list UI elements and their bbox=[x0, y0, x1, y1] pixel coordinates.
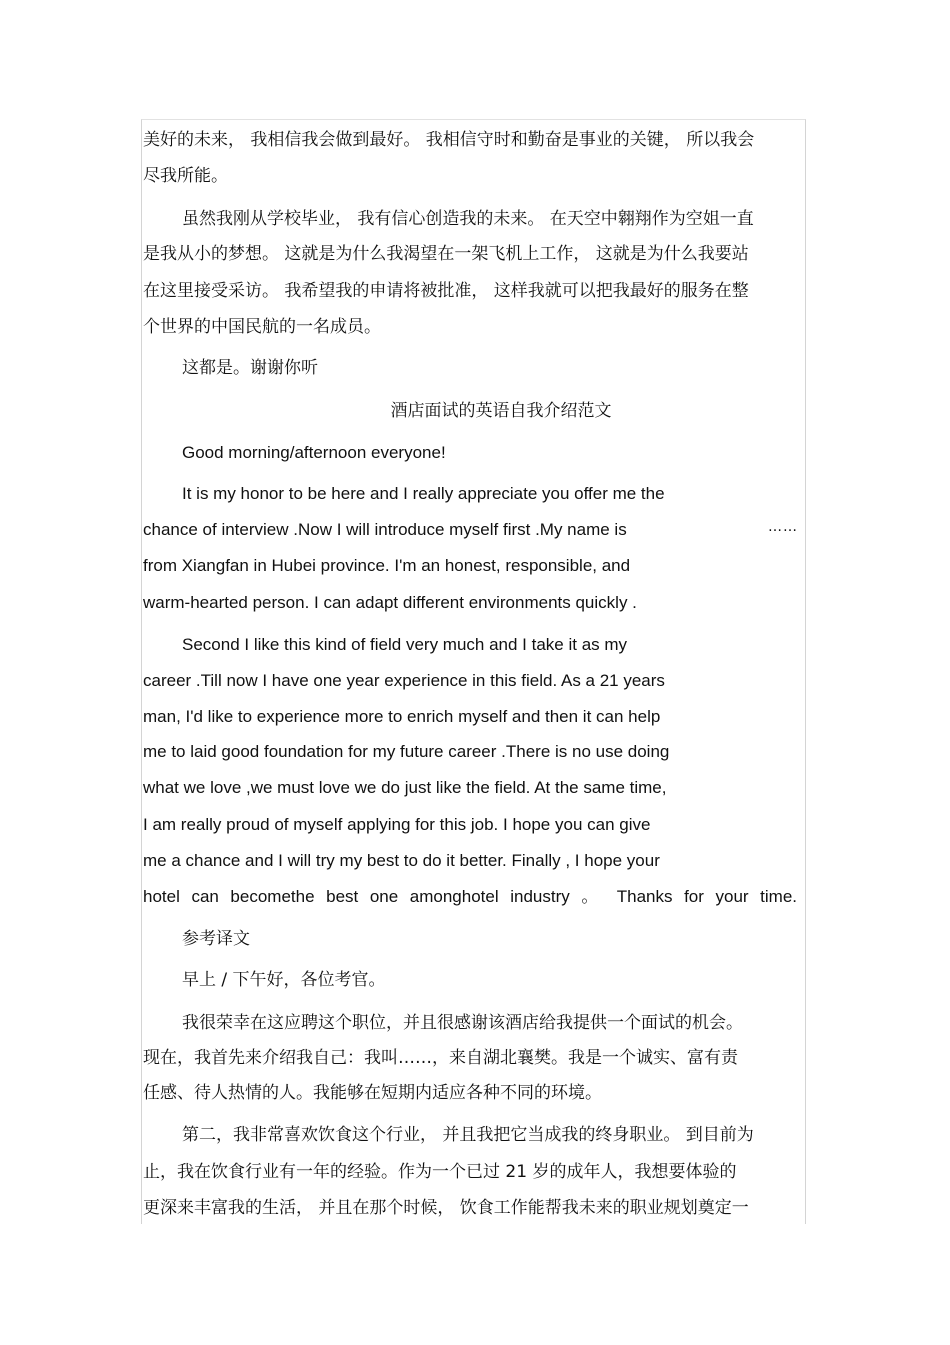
section-title: 酒店面试的英语自我介绍范文 bbox=[390, 401, 612, 421]
paragraph-line: 是我从小的梦想。 这就是为什么我渴望在一架飞机上工作， 这就是为什么我要站 bbox=[143, 244, 749, 264]
paragraph-line: 尽我所能。 bbox=[143, 166, 228, 186]
paragraph-line: 早上 / 下午好，各位考官。 bbox=[182, 970, 386, 990]
name-ellipsis: …… bbox=[768, 519, 798, 535]
paragraph-line: man, I'd like to experience more to enrich myself and then it can help bbox=[143, 707, 661, 726]
paragraph-line: hotel can becomethe best one amonghotel industry 。 Thanks for your time. bbox=[143, 887, 797, 906]
paragraph-line: what we love ,we must love we do just like the field. At the same time, bbox=[143, 778, 667, 797]
paragraph-line: me to laid good foundation for my future career .There is no use doing bbox=[143, 742, 670, 761]
paragraph-line: 第二，我非常喜欢饮食这个行业， 并且我把它当成我的终身职业。 到目前为 bbox=[182, 1125, 754, 1145]
paragraph-line: 更深来丰富我的生活， 并且在那个时候， 饮食工作能帮我未来的职业规划奠定一 bbox=[143, 1198, 749, 1218]
paragraph-line: 美好的未来， 我相信我会做到最好。 我相信守时和勤奋是事业的关键， 所以我会 bbox=[143, 130, 755, 150]
paragraph-line: 我很荣幸在这应聘这个职位，并且很感谢该酒店给我提供一个面试的机会。 bbox=[182, 1013, 743, 1033]
paragraph-line: Good morning/afternoon everyone! bbox=[182, 443, 446, 462]
paragraph-line: from Xiangfan in Hubei province. I'm an honest, responsible, and bbox=[143, 556, 631, 575]
paragraph-line: It is my honor to be here and I really appreciate you offer me the bbox=[182, 484, 665, 503]
paragraph-line: chance of interview .Now I will introduce myself first .My name is bbox=[143, 520, 627, 539]
paragraph-line: 任感、待人热情的人。我能够在短期内适应各种不同的环境。 bbox=[143, 1083, 602, 1103]
paragraph-line: 现在，我首先来介绍我自己：我叫……，来自湖北襄樊。我是一个诚实、富有责 bbox=[143, 1048, 738, 1068]
paragraph-line: 个世界的中国民航的一名成员。 bbox=[143, 317, 381, 337]
paragraph-line: career .Till now I have one year experience in this field. As a 21 years bbox=[143, 671, 665, 690]
paragraph-line: I am really proud of myself applying for this job. I hope you can give bbox=[143, 815, 651, 834]
paragraph-line: warm-hearted person. I can adapt different environments quickly . bbox=[143, 593, 637, 612]
paragraph-line: me a chance and I will try my best to do it better. Finally , I hope your bbox=[143, 851, 660, 870]
paragraph-line: 这都是。谢谢你听 bbox=[182, 358, 318, 378]
paragraph-line: 参考译文 bbox=[182, 929, 250, 949]
paragraph-line: 止，我在饮食行业有一年的经验。作为一个已过 21 岁的成年人，我想要体验的 bbox=[143, 1162, 737, 1182]
paragraph-line: 虽然我刚从学校毕业， 我有信心创造我的未来。 在天空中翱翔作为空姐一直 bbox=[182, 209, 754, 229]
paragraph-line: 在这里接受采访。 我希望我的申请将被批准， 这样我就可以把我最好的服务在整 bbox=[143, 281, 749, 301]
paragraph-line: Second I like this kind of field very much and I take it as my bbox=[182, 635, 628, 654]
